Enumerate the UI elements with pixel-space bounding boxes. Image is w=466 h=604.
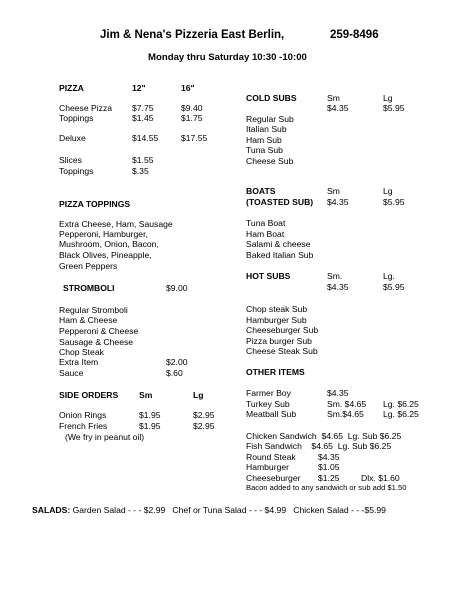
- menu-item: Turkey Sub: [246, 399, 290, 409]
- menu-price: $4.35: [327, 282, 349, 292]
- menu-item: Sausage & Cheese: [59, 337, 134, 347]
- menu-item: Fish Sandwich $4.65 Lg. Sub $6.25: [246, 441, 392, 451]
- menu-price: $14.55: [132, 133, 159, 143]
- menu-price: $1.45: [132, 113, 154, 123]
- salads-line: [32, 505, 386, 515]
- menu-price: $5.95: [383, 103, 405, 113]
- menu-price: $5.95: [383, 197, 405, 207]
- side-orders-title: SIDE ORDERS: [59, 390, 119, 400]
- menu-item: Ham Boat: [246, 229, 285, 239]
- menu-item: Cheeseburger Sub: [246, 325, 319, 335]
- cold-subs-col-sm: Sm: [327, 93, 340, 103]
- menu-item: Hamburger Sub: [246, 315, 307, 325]
- menu-price: $1.95: [139, 421, 161, 431]
- menu-price: $1.55: [132, 155, 154, 165]
- menu-item: Baked Italian Sub: [246, 250, 314, 260]
- cold-subs-title: COLD SUBS: [246, 93, 297, 103]
- menu-item: French Fries: [59, 421, 108, 431]
- menu-item: Chicken Sandwich $4.65 Lg. Sub $6.25: [246, 431, 402, 441]
- menu-price: $2.95: [193, 421, 215, 431]
- menu-price: Lg. $6.25: [383, 409, 419, 419]
- cold-subs-col-lg: Lg: [383, 93, 393, 103]
- pizza-title: PIZZA: [59, 83, 84, 93]
- menu-price: $1.25: [318, 473, 340, 483]
- menu-item: Round Steak: [246, 452, 296, 462]
- menu-item: Cheese Pizza: [59, 103, 113, 113]
- menu-item: Pepperoni & Cheese: [59, 326, 139, 336]
- salads-text: Garden Salad - - - $2.99 Chef or Tuna Salad - - - $4.99 Chicken Salad - - -$5.99: [70, 505, 386, 515]
- menu-price: $2.95: [193, 410, 215, 420]
- menu-item: Toppings: [59, 113, 94, 123]
- stromboli-price: $9.00: [166, 283, 188, 293]
- boats-subtitle: (TOASTED SUB): [246, 197, 314, 207]
- toppings-title: PIZZA TOPPINGS: [59, 199, 131, 209]
- toppings-line: Black Olives, Pineapple,: [59, 250, 152, 260]
- menu-price: $1.05: [318, 462, 340, 472]
- boats-col-sm: Sm: [327, 186, 340, 196]
- menu-item: Deluxe: [59, 133, 86, 143]
- other-items-title: OTHER ITEMS: [246, 367, 305, 377]
- menu-price: Dlx. $1.60: [361, 473, 400, 483]
- menu-price: $.35: [132, 166, 149, 176]
- pizza-col-12: 12": [132, 83, 146, 93]
- hours: Monday thru Saturday 10:30 -10:00: [148, 52, 307, 63]
- hot-subs-col-lg: Lg.: [383, 271, 395, 281]
- menu-item: Ham & Cheese: [59, 315, 118, 325]
- boats-col-lg: Lg: [383, 186, 393, 196]
- menu-item: Hamburger: [246, 462, 289, 472]
- menu-item: Slices: [59, 155, 82, 165]
- menu-item: Sauce: [59, 368, 84, 378]
- menu-price: $4.35: [327, 197, 349, 207]
- menu-price: $5.95: [383, 282, 405, 292]
- menu-price: $4.35: [318, 452, 340, 462]
- menu-item: Regular Sub: [246, 114, 294, 124]
- hot-subs-title: HOT SUBS: [246, 271, 291, 281]
- menu-item: Extra Item: [59, 357, 99, 367]
- toppings-line: Pepperoni, Hamburger,: [59, 229, 148, 239]
- menu-price: $2.00: [166, 357, 188, 367]
- toppings-line: Green Peppers: [59, 261, 118, 271]
- salads-label: SALADS:: [32, 505, 71, 515]
- stromboli-title: STROMBOLI: [63, 283, 115, 293]
- menu-item: Ham Sub: [246, 135, 282, 145]
- menu-item: Tuna Sub: [246, 145, 283, 155]
- menu-price: $.60: [166, 368, 183, 378]
- menu-item: Farmer Boy: [246, 388, 291, 398]
- menu-item: Regular Stromboli: [59, 305, 128, 315]
- toppings-line: Extra Cheese, Ham, Sausage: [59, 219, 173, 229]
- menu-price: $4.35: [327, 103, 349, 113]
- menu-item: Italian Sub: [246, 124, 287, 134]
- menu-item: Tuna Boat: [246, 218, 286, 228]
- pizza-col-16: 16": [181, 83, 195, 93]
- menu-item: Meatball Sub: [246, 409, 297, 419]
- hot-subs-col-sm: Sm.: [327, 271, 343, 281]
- menu-price: $9.40: [181, 103, 203, 113]
- menu-price: $1.95: [139, 410, 161, 420]
- menu-item: Cheeseburger: [246, 473, 301, 483]
- peanut-oil-note: (We fry in peanut oil): [65, 432, 145, 442]
- menu-price: $7.75: [132, 103, 154, 113]
- menu-price: Sm. $4.65: [327, 399, 367, 409]
- bacon-note: Bacon added to any sandwich or sub add $1.50: [246, 483, 407, 492]
- menu-item: Toppings: [59, 166, 94, 176]
- side-orders-col-lg: Lg: [193, 390, 204, 400]
- toppings-line: Mushroom, Onion, Bacon,: [59, 239, 159, 249]
- menu-item: Cheese Steak Sub: [246, 346, 318, 356]
- menu-price: $4.35: [327, 388, 349, 398]
- menu-price: Sm.$4.65: [327, 409, 364, 419]
- restaurant-name: Jim & Nena's Pizzeria East Berlin,: [100, 29, 285, 41]
- menu-price: Lg. $6.25: [383, 399, 419, 409]
- boats-title: BOATS: [246, 186, 276, 196]
- side-orders-col-sm: Sm: [139, 390, 153, 400]
- phone-number: 259-8496: [330, 29, 379, 41]
- menu-item: Chop steak Sub: [246, 304, 308, 314]
- menu-item: Salami & cheese: [246, 239, 311, 249]
- menu-item: Chop Steak: [59, 347, 104, 357]
- menu-item: Onion Rings: [59, 410, 107, 420]
- menu-price: $1.75: [181, 113, 203, 123]
- menu-price: $17.55: [181, 133, 208, 143]
- menu-item: Cheese Sub: [246, 156, 294, 166]
- menu-item: Pizza burger Sub: [246, 336, 312, 346]
